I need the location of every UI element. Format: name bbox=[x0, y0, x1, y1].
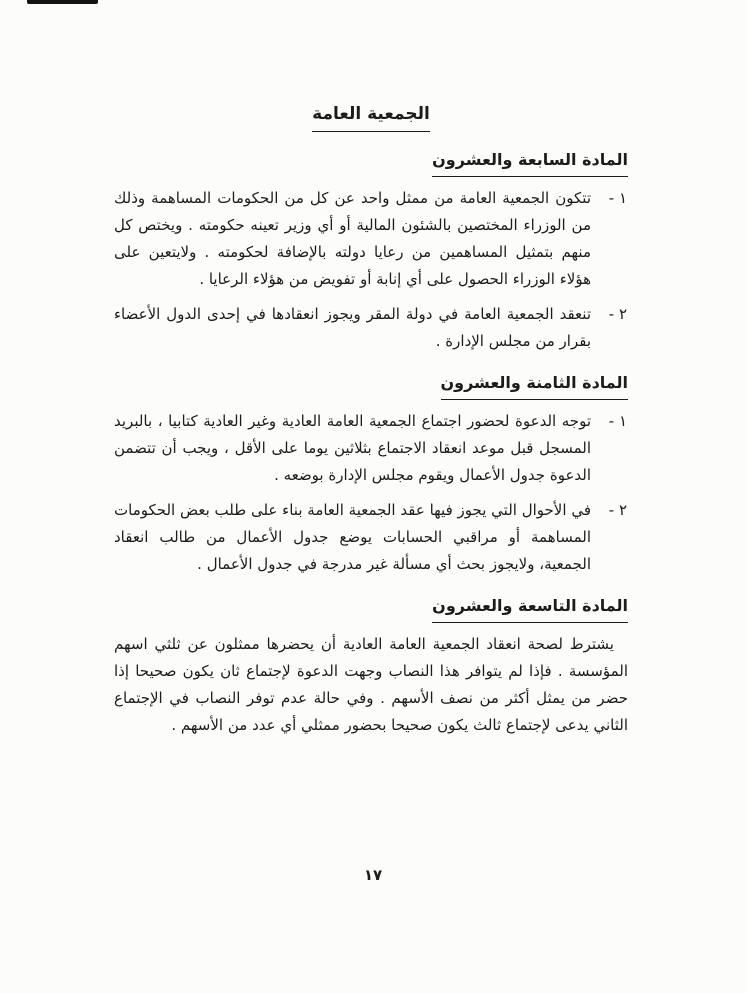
article-28-heading-row bbox=[114, 373, 628, 400]
item-marker: ٢ - bbox=[608, 305, 627, 323]
document-title-row bbox=[114, 104, 628, 132]
article-28-item-1 bbox=[114, 408, 628, 489]
article-27-section bbox=[114, 150, 628, 355]
item-marker: ١ - bbox=[608, 412, 627, 430]
item-text: في الأحوال التي يجوز فيها عقد الجمعية العامة بناء على طلب بعض الحكومات المساهمة أو مراقبي الحسابات يوضع جدول الأعمال من طالب انعقاد الجمعية، ولايجوز بحث أي مسألة غير مدرجة في جدول الأعمال . bbox=[114, 501, 591, 573]
article-28-heading: المادة الثامنة والعشرون bbox=[441, 373, 629, 400]
item-marker: ٢ - bbox=[608, 501, 627, 519]
article-29-heading: المادة التاسعة والعشرون bbox=[432, 596, 628, 623]
article-28-item-2 bbox=[114, 497, 628, 578]
item-text: توجه الدعوة لحضور اجتماع الجمعية العامة العادية وغير العادية كتابيا ، بالبريد المسجل قبل موعد انعقاد الاجتماع بثلاثين يوما على الأقل ، ويجب أن تتضمن الدعوة جدول الأعمال ويقوم مجلس الإدارة بوضعه . bbox=[114, 412, 591, 484]
document-title: الجمعية العامة bbox=[312, 104, 430, 132]
article-29-section bbox=[114, 596, 628, 739]
article-29-paragraph: يشترط لصحة انعقاد الجمعية العامة العادية أن يحضرها ممثلون عن ثلثي اسهم المؤسسة . فإذا لم يتوافر هذا النصاب وجهت الدعوة لإجتماع ثان يكون صحيحا إذا حضر من يمثل أكثر من نصف الأسهم . وفي حالة عدم توفر النصاب في الإجتماع الثاني يدعى لإجتماع ثالث يكون صحيحا بحضور ممثلي أي عدد من الأسهم . bbox=[114, 635, 628, 734]
item-text: تنعقد الجمعية العامة في دولة المقر ويجوز انعقادها في إحدى الدول الأعضاء بقرار من مجلس الإدارة . bbox=[114, 305, 591, 350]
article-29-heading-row bbox=[114, 596, 628, 623]
page-number: ١٧ bbox=[363, 866, 383, 884]
article-27-heading: المادة السابعة والعشرون bbox=[432, 150, 628, 177]
article-28-section bbox=[114, 373, 628, 578]
scan-artifact bbox=[27, 0, 98, 4]
item-marker: ١ - bbox=[608, 189, 627, 207]
article-27-heading-row bbox=[114, 150, 628, 177]
item-text: تتكون الجمعية العامة من ممثل واحد عن كل من الحكومات المساهمة وذلك من الوزراء المختصين بالشئون المالية أو أي وزير تعينه حكومته . ويختص كل منهم بتمثيل المساهمين من رعايا دولته بالإضافة لحكومته . ولايتعين على هؤلاء الوزراء الحصول على أي إنابة أو تفويض من هؤلاء الرعايا . bbox=[114, 189, 591, 288]
article-27-item-2 bbox=[114, 301, 628, 355]
article-27-item-1 bbox=[114, 185, 628, 293]
